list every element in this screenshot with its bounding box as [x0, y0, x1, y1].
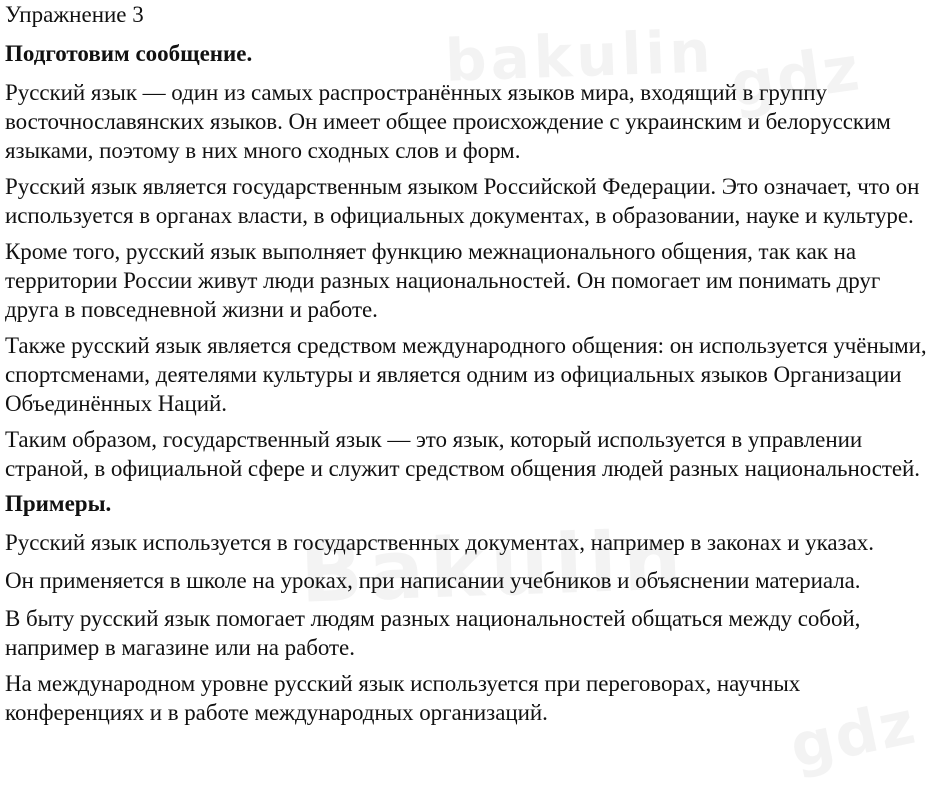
paragraph: Кроме того, русский язык выполняет функцию межнационального общения, так как на территории России живут люди разных национальностей. Он помогает им понимать друг друга в повседневной жизни и работе.: [5, 239, 881, 322]
paragraph: Русский язык является государственным языком Российской Федерации. Это означает, что он используется в органах власти, в официальных документах, в образовании, науке и культуре.: [5, 174, 920, 228]
example-paragraph: В быту русский язык помогает людям разных национальностей общаться между собой, например в магазине или на работе.: [5, 606, 861, 660]
example-paragraph: Русский язык используется в государственных документах, например в законах и указах.: [5, 530, 874, 555]
example-paragraph: Он применяется в школе на уроках, при написании учебников и объяснении материала.: [5, 568, 861, 593]
paragraph: Также русский язык является средством международного общения: он используется учёными, спортсменами, деятелями культуры и является одним из официальных языков Организации Объединённых Наций.: [5, 333, 927, 416]
exercise-title: Упражнение 3: [5, 2, 144, 27]
example-paragraph: На международном уровне русский язык используется при переговорах, научных конференциях и в работе международных организаций.: [5, 671, 801, 725]
section-heading-message: Подготовим сообщение.: [5, 41, 253, 66]
paragraph: Русский язык — один из самых распространённых языков мира, входящий в группу восточнославянских языков. Он имеет общее происхождение с украинским и белорусским языками, поэтому в них много сходных слов и форм.: [5, 80, 891, 163]
paragraph: Таким образом, государственный язык — это язык, который используется в управлении страной, в официальной сфере и служит средством общения людей разных национальностей.: [5, 427, 921, 481]
section-heading-examples: Примеры.: [5, 491, 112, 516]
